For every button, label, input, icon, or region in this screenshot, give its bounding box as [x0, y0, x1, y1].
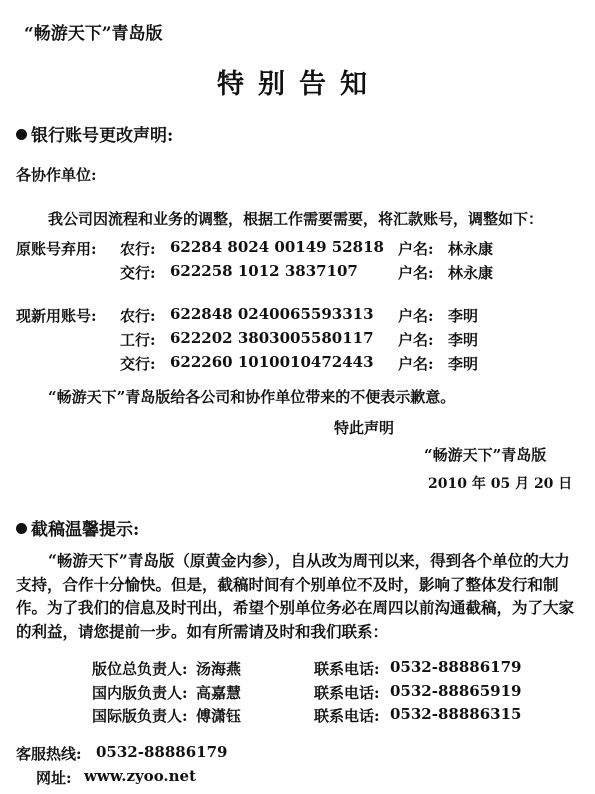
signature: “畅游天下”青岛版: [424, 446, 547, 464]
holder-label: 户名:: [398, 331, 434, 349]
holder-name: 李明: [448, 355, 479, 373]
phone-label: 联系电话:: [314, 684, 380, 702]
salutation: 各协作单位:: [16, 166, 97, 184]
bullet-icon: [16, 523, 27, 534]
section-heading-deadline: 截稿温馨提示:: [16, 515, 139, 540]
section-heading-bank: 银行账号更改声明:: [16, 121, 173, 146]
contact-row: [0, 682, 595, 702]
contact-role: 国内版负责人:: [92, 684, 188, 702]
holder-name: 李明: [448, 307, 479, 325]
holder-label: 户名:: [398, 307, 434, 325]
statement-text: 特此声明: [334, 419, 395, 437]
contact-phone: 0532-88865919: [390, 682, 522, 700]
bank-name: 工行:: [120, 331, 156, 349]
new-account-row: [0, 329, 595, 349]
brand-header: “畅游天下”青岛版: [24, 24, 163, 44]
website-link[interactable]: www.zyoo.net: [84, 767, 197, 785]
bank-name: 农行:: [120, 307, 156, 325]
deadline-paragraph: “畅游天下”青岛版（原黄金内参），自从改为周刊以来，得到各个单位的大力支持，合作十分愉快。但是，截稿时间有个别单位不及时，影响了整体发行和制作。为了我们的信息及时刊出，希望个别单位务必在周四以前沟通截稿，为了大家的利益，请您提前一步。如有所需请及时和我们联系：: [16, 551, 575, 641]
hotline-label: 客服热线:: [16, 745, 82, 763]
contact-name: 傅潇钰: [196, 707, 242, 725]
contact-row: [0, 705, 595, 725]
account-number: 622848 0240065593313: [170, 305, 374, 323]
account-number: 62284 8024 00149 52818: [170, 238, 384, 256]
website-label: 网址:: [36, 769, 72, 787]
intro-text: 我公司因流程和业务的调整，根据工作需要需要，将汇款账号，调整如下：: [48, 210, 544, 228]
old-account-row: [0, 238, 595, 258]
holder-label: 户名:: [398, 355, 434, 373]
hotline-number: 0532-88886179: [96, 743, 228, 761]
account-number: 622258 1012 3837107: [170, 262, 358, 280]
contact-role: 版位总负责人:: [92, 660, 188, 678]
old-account-row: [0, 262, 595, 282]
phone-label: 联系电话:: [314, 707, 380, 725]
phone-label: 联系电话:: [314, 660, 380, 678]
contact-row: [0, 658, 595, 678]
holder-name: 李明: [448, 331, 479, 349]
contact-role: 国际版负责人:: [92, 707, 188, 725]
account-number: 622202 3803005580117: [170, 329, 374, 347]
old-accounts-label: 原账号弃用:: [16, 240, 97, 258]
new-account-row: [0, 305, 595, 325]
holder-name: 林永康: [448, 264, 494, 282]
new-account-row: [0, 353, 595, 373]
holder-name: 林永康: [448, 240, 494, 258]
hotline-row: [0, 743, 595, 763]
bank-name: 交行:: [120, 264, 156, 282]
contact-phone: 0532-88886179: [390, 658, 522, 676]
account-number: 622260 1010010472443: [170, 353, 374, 371]
website-row: [0, 767, 595, 787]
contact-phone: 0532-88886315: [390, 705, 522, 723]
page-title: 特别告知: [217, 69, 381, 100]
bank-name: 交行:: [120, 355, 156, 373]
date: 2010 年 05 月 20 日: [428, 476, 573, 492]
new-accounts-label: 现新用账号:: [16, 307, 97, 325]
contact-name: 汤海燕: [196, 660, 242, 678]
holder-label: 户名:: [398, 264, 434, 282]
apology-text: “畅游天下”青岛版给各公司和协作单位带来的不便表示歉意。: [48, 388, 456, 406]
holder-label: 户名:: [398, 240, 434, 258]
bullet-icon: [16, 129, 27, 140]
contact-name: 高嘉慧: [196, 684, 242, 702]
bank-name: 农行:: [120, 240, 156, 258]
